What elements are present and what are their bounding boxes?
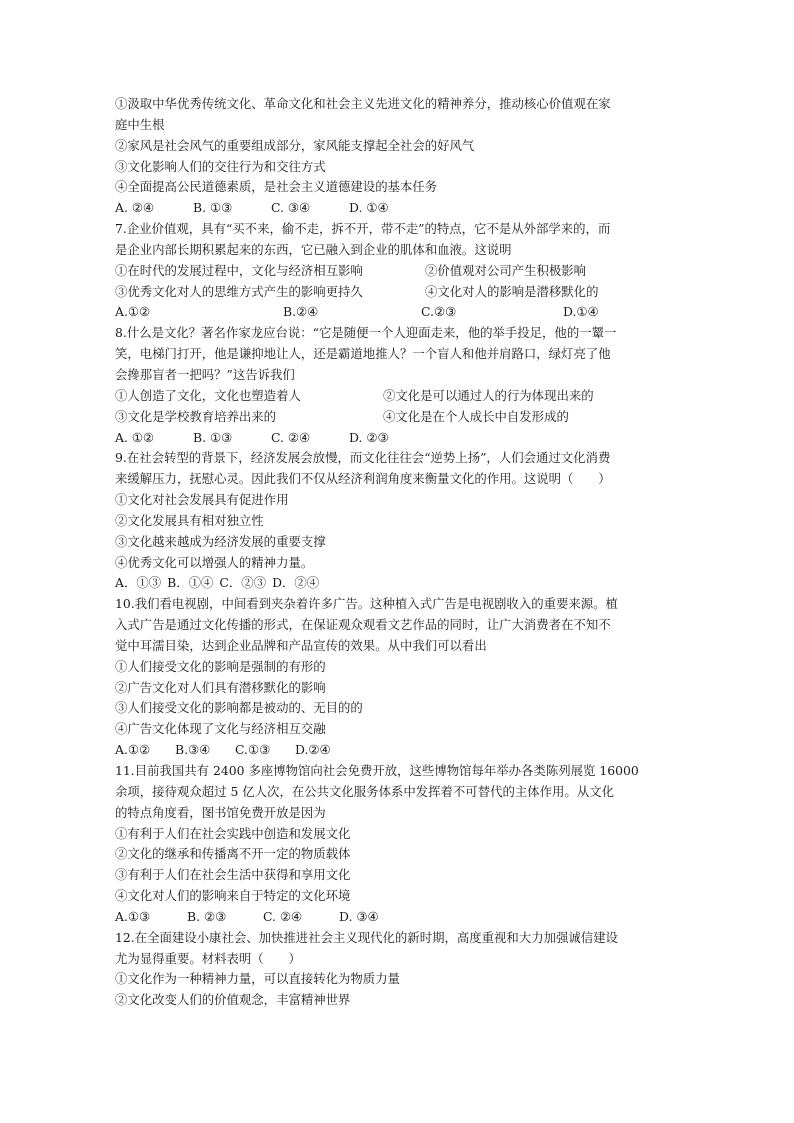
q7-statement-row-2	[115, 282, 685, 303]
q11-stem-cont-1: 余项，接待观众超过 5 亿人次，在公共文化服务体系中发挥着不可替代的主体作用。从文化	[115, 783, 614, 799]
q12-statement-1: ①文化作为一种精神力量，可以直接转化为物质力量	[115, 971, 400, 987]
q8-option-d: D. ②③	[349, 429, 389, 445]
q9-statement-4: ④优秀文化可以增强人的精神力量。	[115, 554, 314, 570]
q8-stem-cont-1: 笑，电梯门打开，他是谦抑地让人，还是霸道地推人？一个盲人和他并肩路口，绿灯亮了他	[115, 346, 611, 362]
question-11	[115, 761, 685, 928]
q10-statement-4: ④广告文化体现了文化与经济相互交融	[115, 721, 326, 737]
q7-option-b: B.②④	[283, 304, 319, 320]
q7-statement-2: ②价值观对公司产生积极影响	[425, 262, 587, 278]
q8-statement-4: ④文化是在个人成长中自发形成的	[383, 408, 569, 424]
q6-statement-1: ①汲取中华优秀传统文化、革命文化和社会主义先进文化的精神养分，推动核心价值观在家	[115, 96, 611, 111]
q10-options	[115, 740, 685, 761]
q11-statement-3: ③有利于人们在社会生活中获得和享用文化	[115, 867, 351, 883]
q10-option-c: C.①③	[235, 742, 271, 758]
q9-option-a: A．①③	[115, 575, 162, 591]
q9-statement-1: ①文化对社会发展具有促进作用	[115, 492, 289, 508]
q8-stem-cont-2: 会搀那盲者一把吗？”这告诉我们	[115, 366, 295, 382]
question-9	[115, 448, 685, 594]
q8-statement-row-2	[115, 407, 685, 428]
q10-statement-2: ②广告文化对人们具有潜移默化的影响	[115, 679, 326, 695]
q12-stem: 12.在全面建设小康社会、加快推进社会主义现代化的新时期，高度重视和大力加强诚信建设	[115, 929, 618, 945]
q10-statement-1: ①人们接受文化的影响是强制的有形的	[115, 658, 326, 674]
q7-statement-4: ④文化对人的影响是潜移默化的	[425, 283, 599, 299]
q10-option-b: B.③④	[175, 742, 211, 758]
question-6	[115, 94, 685, 219]
q8-option-a: A. ①②	[115, 429, 155, 445]
q7-statement-3: ③优秀文化对人的思维方式产生的影响更持久	[115, 283, 363, 299]
q10-statement-3: ③人们接受文化的影响都是被动的、无目的的	[115, 700, 363, 716]
q9-statement-3: ③文化越来越成为经济发展的重要支撑	[115, 533, 326, 549]
q8-statement-1: ①人创造了文化，文化也塑造着人	[115, 387, 301, 403]
q9-stem: 9.在社会转型的背景下，经济发展会放慢，而文化往往会“逆势上扬”，人们会通过文化消费	[115, 450, 611, 466]
q9-stem-cont: 来缓解压力，抚慰心灵。因此我们不仅从经济利润角度来衡量文化的作用。这说明（ ）	[115, 471, 611, 487]
q9-option-d: D．②④	[272, 575, 320, 591]
q9-option-c: C．②③	[219, 575, 267, 591]
q8-statement-2: ②文化是可以通过人的行为体现出来的	[383, 387, 594, 403]
q9-statement-2: ②文化发展具有相对独立性	[115, 512, 264, 528]
q8-stem: 8.什么是文化？著名作家龙应台说：“它是随便一个人迎面走来，他的举手投足，他的一颦一	[115, 325, 617, 341]
q6-statement-4: ④全面提高公民道德素质，是社会主义道德建设的基本任务	[115, 179, 438, 195]
q6-option-b: B. ①③	[193, 200, 233, 216]
q9-option-b: B．①④	[167, 575, 214, 591]
q11-option-d: D. ③④	[339, 908, 379, 924]
q11-statement-2: ②文化的继承和传播离不开一定的物质载体	[115, 846, 351, 862]
q10-stem: 10.我们看电视剧，中间看到夹杂着许多广告。这种植入式广告是电视剧收入的重要来源。植	[115, 596, 618, 612]
q7-option-c: C.②③	[421, 304, 457, 320]
q7-option-a: A.①②	[115, 304, 151, 320]
q12-statement-2: ②文化改变人们的价值观念，丰富精神世界	[115, 992, 351, 1008]
q6-statement-2: ②家风是社会风气的重要组成部分，家风能支撑起全社会的好风气	[115, 137, 475, 153]
q6-option-a: A. ②④	[115, 200, 155, 216]
q7-stem-cont: 是企业内部长期积累起来的东西，它已融入到企业的肌体和血液。这说明	[115, 241, 512, 257]
question-12	[115, 928, 685, 1011]
q7-stem: 7.企业价值观，具有“买不来，偷不走，拆不开，带不走”的特点，它不是从外部学来的，而	[115, 221, 611, 237]
q7-options	[115, 302, 685, 323]
q11-statement-4: ④文化对人们的影响来自于特定的文化环境	[115, 888, 351, 904]
q10-stem-cont-2: 觉中耳濡目染，达到企业品牌和产品宣传的效果。从中我们可以看出	[115, 637, 487, 653]
q10-stem-cont-1: 入式广告是通过文化传播的形式，在保证观众观看文艺作品的同时，让广大消费者在不知不	[115, 617, 611, 633]
q11-statement-1: ①有利于人们在社会实践中创造和发展文化	[115, 825, 351, 841]
q7-statement-row-1	[115, 261, 685, 282]
q10-option-a: A.①②	[115, 742, 151, 758]
q11-option-a: A.①③	[115, 908, 151, 924]
q6-statement-1-cont: 庭中生根	[115, 116, 165, 132]
question-7	[115, 219, 685, 323]
exam-page	[115, 94, 685, 1011]
question-8	[115, 323, 685, 448]
question-10	[115, 594, 685, 761]
q7-option-d: D.①④	[563, 304, 599, 320]
q6-option-c: C. ③④	[271, 200, 311, 216]
q8-statement-3: ③文化是学校教育培养出来的	[115, 408, 277, 424]
q12-stem-cont: 尤为显得重要。材料表明（ ）	[115, 950, 301, 966]
q8-statement-row-1	[115, 386, 685, 407]
q6-statement-3: ③文化影响人们的交往行为和交往方式	[115, 158, 326, 174]
q8-options	[115, 428, 685, 449]
q6-option-d: D. ①④	[349, 200, 389, 216]
q9-options	[115, 573, 685, 594]
q11-stem: 11.目前我国共有 2400 多座博物馆向社会免费开放，这些博物馆每年举办各类陈列展览 16000	[115, 763, 639, 778]
q11-option-b: B. ②③	[187, 908, 227, 924]
q6-options	[115, 198, 685, 219]
q10-option-d: D.②④	[295, 742, 331, 758]
q11-option-c: C. ②④	[263, 908, 303, 924]
q8-option-b: B. ①③	[193, 429, 233, 445]
q11-options	[115, 907, 685, 928]
q11-stem-cont-2: 的特点角度看，图书馆免费开放是因为	[115, 804, 326, 820]
q7-statement-1: ①在时代的发展过程中，文化与经济相互影响	[115, 262, 363, 278]
q8-option-c: C. ②④	[271, 429, 311, 445]
